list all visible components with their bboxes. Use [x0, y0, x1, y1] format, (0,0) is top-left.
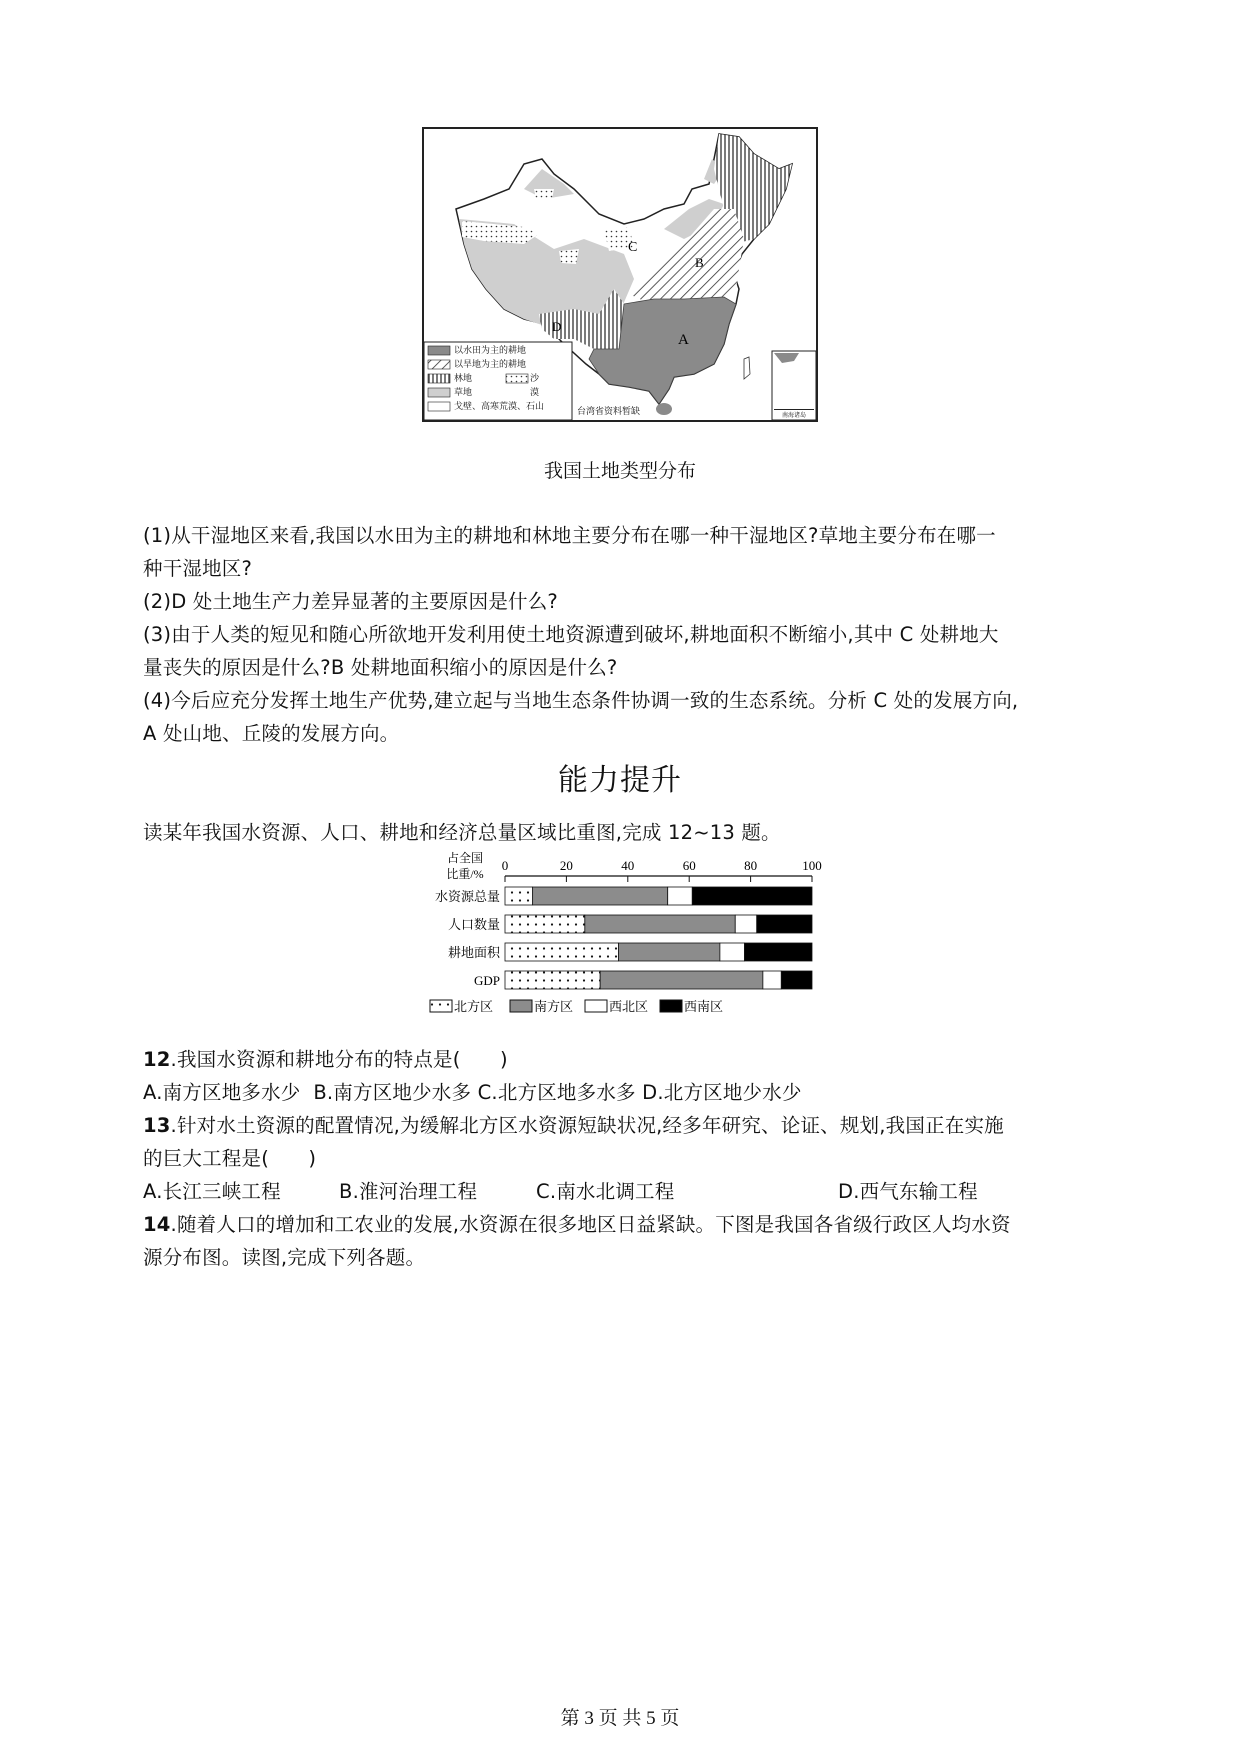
- region-share-chart: [405, 850, 835, 1020]
- question-4-line2: A 处山地、丘陵的发展方向。: [143, 722, 400, 745]
- bar-segment: [505, 943, 619, 961]
- category-label: 水资源总量: [434, 889, 500, 904]
- map-label-a: A: [678, 332, 689, 348]
- bar-segment: [619, 943, 720, 961]
- page-number: 第 3 页 共 5 页: [560, 1708, 680, 1729]
- bar-segment: [735, 915, 756, 933]
- bar-segment: [757, 915, 812, 933]
- x-tick-label: 100: [802, 858, 822, 873]
- legend-swatch: [510, 1000, 532, 1012]
- legend-grass: 草地: [454, 388, 473, 398]
- legend-label: 西南区: [684, 999, 724, 1014]
- category-label: 人口数量: [447, 917, 500, 932]
- category-label: 耕地面积: [447, 945, 500, 960]
- q12-option-d[interactable]: D.北方区地少水少: [642, 1081, 802, 1104]
- map-label-b: B: [695, 255, 704, 270]
- land-type-map: [422, 127, 818, 422]
- ylabel-line1: 占全国: [446, 851, 484, 865]
- bar-segment: [505, 971, 600, 989]
- bar-segment: [505, 887, 533, 905]
- legend-label: 西北区: [609, 999, 649, 1014]
- question-3-line1: (3)由于人类的短见和随心所欲地开发利用使土地资源遭到破坏,耕地面积不断缩小,其中 C 处耕地大: [143, 623, 999, 646]
- intro-text: 读某年我国水资源、人口、耕地和经济总量区域比重图,完成 12~13 题。: [143, 821, 781, 844]
- question-12-options: [143, 1076, 1103, 1109]
- q13-option-c[interactable]: C.南水北调工程: [536, 1180, 675, 1203]
- bar-segment: [781, 971, 812, 989]
- legend-paddy: 以水田为主的耕地: [454, 346, 527, 356]
- bar-segment: [533, 887, 668, 905]
- q13-option-b[interactable]: B.淮河治理工程: [339, 1180, 478, 1203]
- x-tick-label: 60: [682, 858, 696, 873]
- legend-swatch: [585, 1000, 607, 1012]
- bar-segment: [720, 943, 745, 961]
- legend-desert: 沙漠: [530, 374, 540, 398]
- x-tick-label: 0: [501, 858, 509, 873]
- q13-option-a[interactable]: A.长江三峡工程: [143, 1180, 281, 1203]
- inset-label: 南海诸岛: [774, 409, 814, 419]
- question-4-line1: (4)今后应充分发挥土地生产优势,建立起与当地生态条件协调一致的生态系统。分析 C 处的发展方向,: [143, 689, 1019, 712]
- bar-segment: [692, 887, 812, 905]
- questions-part1: [143, 519, 1103, 750]
- x-tick-label: 20: [559, 858, 573, 873]
- q13-option-d[interactable]: D.西气东输工程: [838, 1180, 978, 1203]
- question-1-line2: 种干湿地区?: [143, 557, 253, 580]
- question-12-stem: 12.我国水资源和耕地分布的特点是( ): [143, 1048, 508, 1071]
- question-14-stem-line1: 14.随着人口的增加和工农业的发展,水资源在很多地区日益紧缺。下图是我国各省级行政区人均水资: [143, 1213, 1011, 1236]
- legend-gobi: 戈壁、高寒荒漠、石山: [454, 402, 545, 412]
- map-label-d: D: [552, 319, 562, 334]
- bar-segment: [744, 943, 812, 961]
- question-1-line1: (1)从干湿地区来看,我国以水田为主的耕地和林地主要分布在哪一种干湿地区?草地主要分布在哪一: [143, 524, 996, 547]
- map-label-c: C: [628, 240, 638, 255]
- category-label: GDP: [473, 973, 500, 988]
- ylabel-line2: 比重/%: [446, 867, 484, 881]
- bar-segment: [600, 971, 763, 989]
- x-tick-label: 80: [744, 858, 758, 873]
- taiwan-note: 台湾省资料暂缺: [577, 407, 641, 417]
- bars: [435, 887, 812, 989]
- map-legend: [454, 344, 544, 414]
- bar-segment: [668, 887, 693, 905]
- question-3-line2: 量丧失的原因是什么?B 处耕地面积缩小的原因是什么?: [143, 656, 618, 679]
- figure-caption: 我国土地类型分布: [543, 460, 696, 482]
- question-2: (2)D 处土地生产力差异显著的主要原因是什么?: [143, 590, 558, 613]
- x-tick-label: 40: [621, 858, 635, 873]
- bar-segment: [505, 915, 585, 933]
- x-axis: [502, 858, 822, 882]
- bar-segment: [585, 915, 735, 933]
- bar-segment: [763, 971, 781, 989]
- section-title: 能力提升: [558, 763, 682, 798]
- q12-option-a[interactable]: A.南方区地多水少: [143, 1081, 301, 1104]
- questions-part2: [143, 1043, 1103, 1274]
- legend-label: 北方区: [454, 999, 494, 1014]
- question-13-stem-line1: 13.针对水土资源的配置情况,为缓解北方区水资源短缺状况,经多年研究、论证、规划,我国正在实施: [143, 1114, 1004, 1137]
- q12-option-b[interactable]: B.南方区地少水多: [313, 1081, 472, 1104]
- question-13-options: [143, 1175, 1103, 1208]
- legend-label: 南方区: [534, 999, 574, 1014]
- question-14-stem-line2: 源分布图。读图,完成下列各题。: [143, 1246, 426, 1269]
- q12-option-c[interactable]: C.北方区地多水多: [477, 1081, 636, 1104]
- question-13-stem-line2: 的巨大工程是( ): [143, 1147, 317, 1170]
- legend-dryland: 以旱地为主的耕地: [454, 360, 527, 370]
- legend-swatch: [660, 1000, 682, 1012]
- chart-legend: [430, 999, 723, 1014]
- legend-forest: 林地: [454, 374, 473, 384]
- legend-swatch: [430, 1000, 452, 1012]
